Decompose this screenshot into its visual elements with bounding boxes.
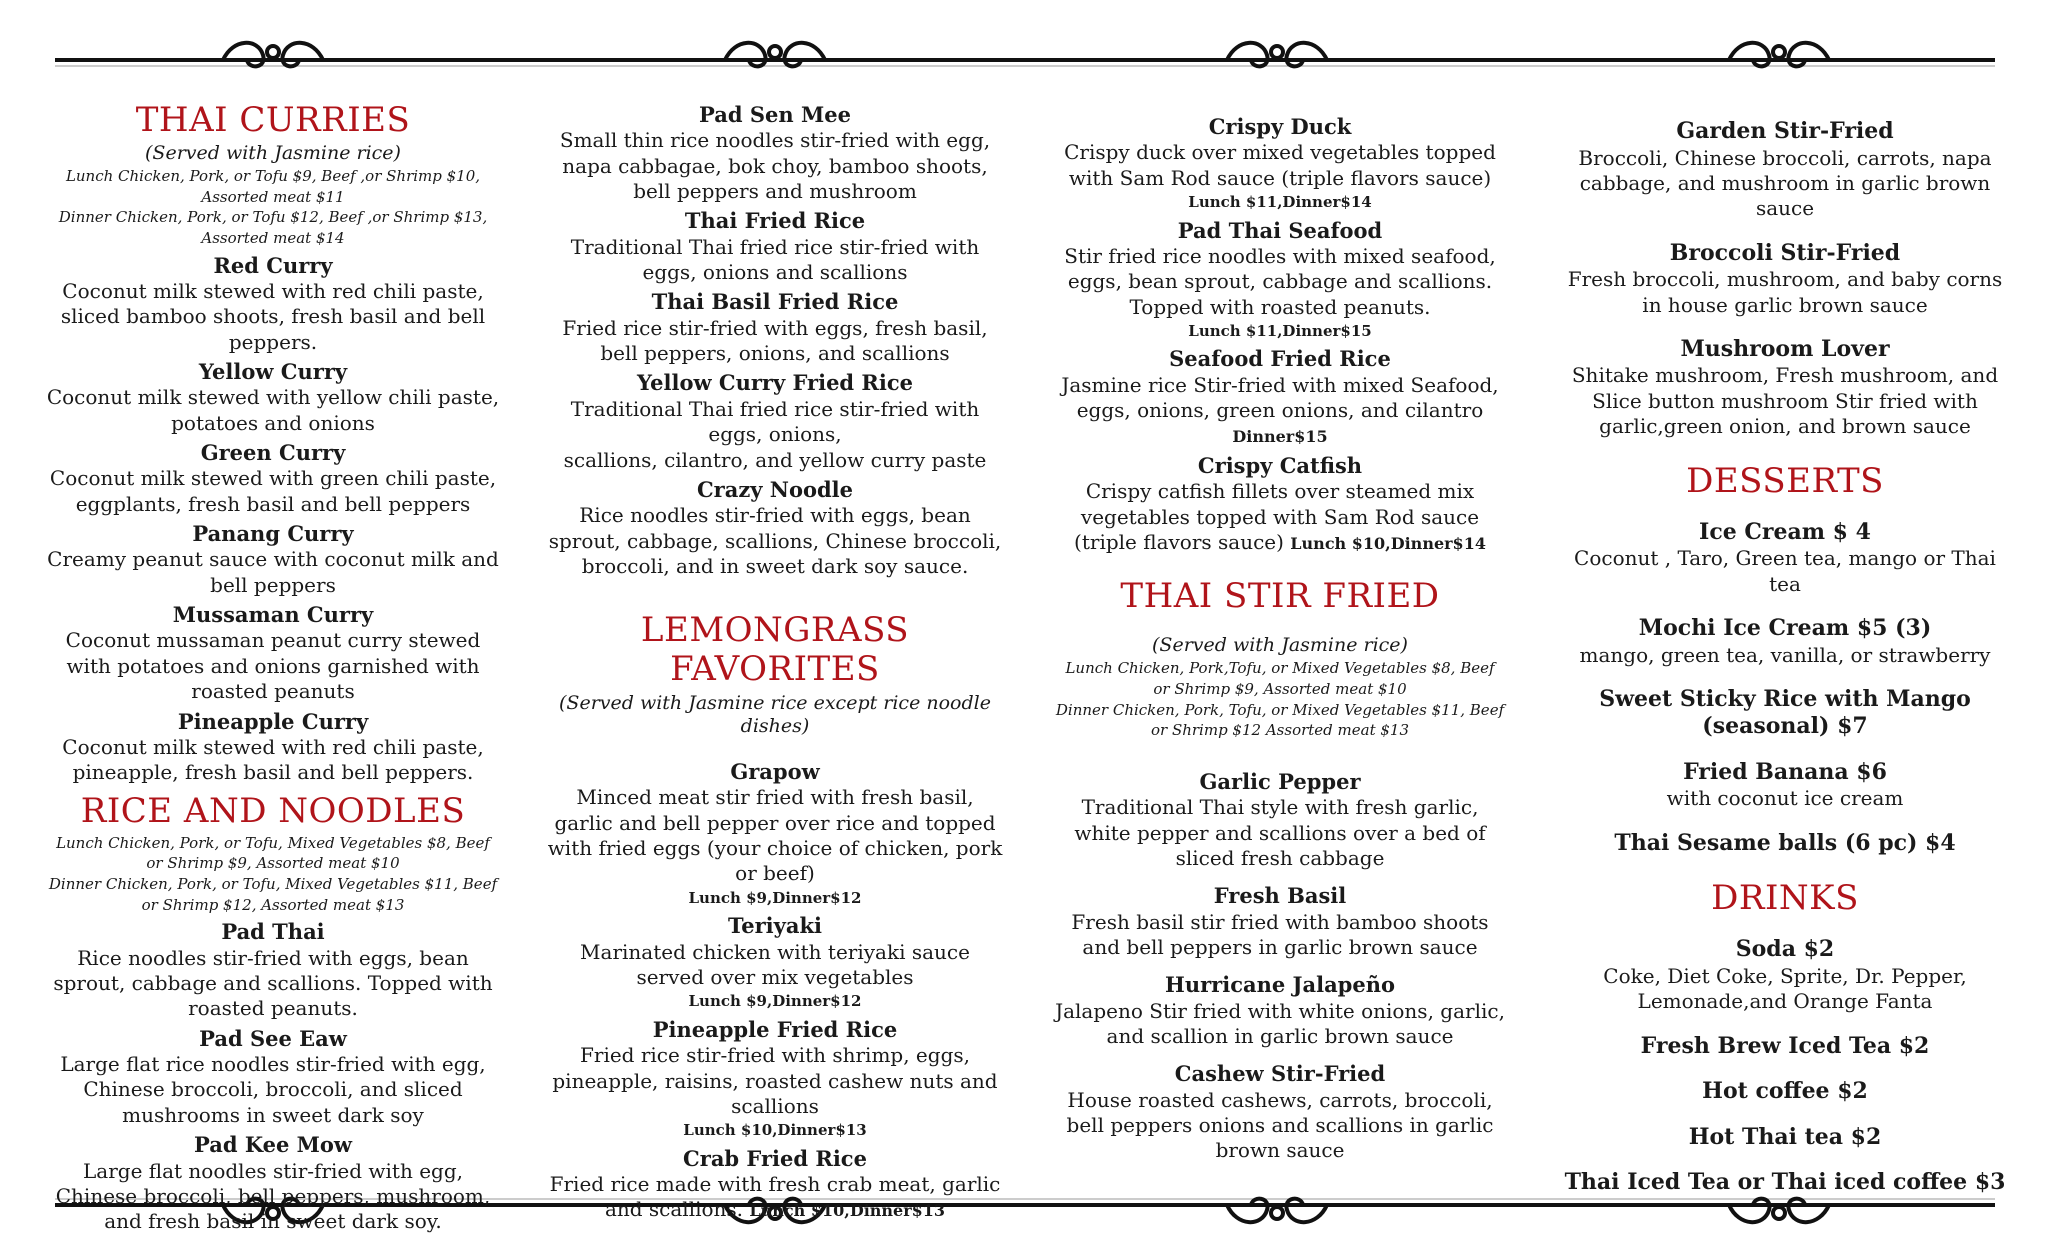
item-name: Hurricane Jalapeño <box>1165 972 1395 998</box>
item-description: Fresh broccoli, mushroom, and baby corns in house garlic brown sauce <box>1567 267 2003 317</box>
menu-item <box>1550 1078 2020 1106</box>
menu-item <box>1045 769 1515 871</box>
menu-item <box>540 208 1010 285</box>
menu-item <box>38 602 508 704</box>
item-name: Crispy Duck <box>1208 114 1352 139</box>
item-description: Coke, Diet Coke, Sprite, Dr. Pepper, Lemonade,and Orange Fanta <box>1603 963 1967 1014</box>
item-price: Lunch $10,Dinner$14 <box>1290 533 1486 553</box>
menu-item <box>1550 519 2020 597</box>
item-name: Teriyaki <box>728 913 822 939</box>
flourish-ornament <box>223 43 1829 67</box>
served-note: (Served with Jasmine rice) <box>1152 634 1408 657</box>
top-decorative-border <box>55 30 1995 90</box>
item-name: Crispy Catfish <box>1197 452 1363 478</box>
menu-item <box>540 370 1010 472</box>
item-price: Lunch $10,Dinner$13 <box>683 1121 867 1140</box>
item-description: Traditional Thai fried rice stir-fried with eggs, onions and scallions <box>570 234 980 285</box>
menu-item <box>38 440 508 517</box>
section-title-lemongrass-favorites: LEMONGRASS FAVORITES <box>640 610 910 690</box>
item-name: Mushroom Lover <box>1680 335 1890 362</box>
item-description: mango, green tea, vanilla, or strawberry <box>1579 642 1991 667</box>
item-description: Coconut milk stewed with red chili paste, sliced bamboo shoots, fresh basil and bell peppers. <box>60 278 486 354</box>
menu-item <box>540 102 1010 204</box>
menu-item <box>1550 1033 2020 1061</box>
item-name: Crab Fried Rice <box>683 1145 867 1171</box>
item-name: Fresh Brew Iced Tea $2 <box>1640 1032 1930 1059</box>
menu-item <box>540 759 1010 909</box>
item-description: Rice noodles stir-fried with eggs, bean sprout, cabbage and scallions. Topped with roasted peanuts. <box>53 945 493 1021</box>
item-name: Garlic Pepper <box>1199 768 1361 794</box>
item-description: Jasmine rice Stir-fried with mixed Seafood, eggs, onions, green onions, and cilantro Dinner$15 <box>1061 372 1499 447</box>
item-description: Shitake mushroom, Fresh mushroom, and Slice button mushroom Stir fried with garlic,green onion, and brown sauce <box>1571 363 1999 439</box>
item-price: Lunch $9,Dinner$12 <box>688 888 862 907</box>
item-name: Thai Fried Rice <box>684 208 866 234</box>
menu-column-2 <box>540 98 1010 1223</box>
item-price: Dinner$15 <box>1232 427 1328 447</box>
price-note: Lunch Chicken, Pork, or Tofu, Mixed Vegetables $8, Beef or Shrimp $9, Assorted meat $10 Dinner Chicken, Pork, or Tofu, Mixed Vegetables $11, Beef or Shrimp $12, Assorted meat $13 <box>48 833 498 914</box>
item-name: Yellow Curry Fried Rice <box>636 370 913 396</box>
item-name: Ice Cream $ 4 <box>1699 518 1871 545</box>
section-title-thai-stir-fried: THAI STIR FRIED <box>1120 576 1440 617</box>
item-description: Fried rice stir-fried with shrimp, eggs, pineapple, raisins, roasted cashew nuts and scallions <box>552 1043 998 1118</box>
menu-item <box>1550 240 2020 318</box>
item-name: Sweet Sticky Rice with Mango (seasonal) $7 <box>1599 685 1971 740</box>
menu-column-3 <box>1045 110 1515 1164</box>
menu-item <box>1045 114 1515 214</box>
item-description: Traditional Thai fried rice stir-fried with eggs, onions, <box>570 396 980 447</box>
item-name: Seafood Fried Rice <box>1169 346 1391 372</box>
item-name: Crazy Noodle <box>696 476 854 502</box>
item-name: Hot Thai tea $2 <box>1688 1123 1882 1150</box>
price-note: Lunch Chicken, Pork,Tofu, or Mixed Vegetables $8, Beef or Shrimp $9, Assorted meat $10 Dinner Chicken, Pork, Tofu, or Mixed Vegetables $11, Beef or Shrimp $12 Assorted meat $13 <box>1055 659 1505 740</box>
menu-item <box>1045 883 1515 960</box>
item-description: Minced meat stir fried with fresh basil, garlic and bell pepper over rice and topped with fried eggs (your choice of chicken, pork or beef) <box>547 785 1003 886</box>
menu-item <box>1550 336 2020 440</box>
item-description: Traditional Thai style with fresh garlic, white pepper and scallions over a bed of sliced fresh cabbage <box>1074 795 1486 870</box>
item-name: Red Curry <box>213 252 333 278</box>
menu-item <box>540 289 1010 366</box>
item-description: with coconut ice cream <box>1666 786 1904 811</box>
menu-item <box>1045 453 1515 555</box>
menu-item <box>1550 830 2020 858</box>
item-description: Broccoli, Chinese broccoli, carrots, napa cabbage, and mushroom in garlic brown sauce <box>1578 145 1992 221</box>
menu-item <box>38 1026 508 1128</box>
item-description: House roasted cashews, carrots, broccoli, bell peppers onions and scallions in garlic brown sauce <box>1066 1087 1494 1163</box>
item-description: Large flat rice noodles stir-fried with egg, Chinese broccoli, broccoli, and sliced mushrooms in sweet dark soy <box>60 1052 486 1127</box>
price-note: Lunch Chicken, Pork, or Tofu $9, Beef ,or Shrimp $10, Assorted meat $11 Dinner Chicken, Pork, or Tofu $12, Beef ,or Shrimp $13, Assorted meat $14 <box>58 166 488 247</box>
item-name: Pad Thai <box>221 919 325 945</box>
menu-item <box>38 709 508 786</box>
menu-item <box>38 919 508 1021</box>
menu-item <box>1550 759 2020 812</box>
item-name: Thai Basil Fried Rice <box>651 289 899 315</box>
item-name: Fried Banana $6 <box>1683 758 1887 785</box>
item-description: Coconut mussaman peanut curry stewed with potatoes and onions garnished with roasted peanuts <box>65 628 481 704</box>
item-name: Soda $2 <box>1735 936 1835 963</box>
item-name: Pineapple Fried Rice <box>652 1016 898 1042</box>
item-name: Pad Sen Mee <box>699 102 851 127</box>
menu-column-1 <box>38 95 508 1235</box>
item-description: Crispy duck over mixed vegetables topped with Sam Rod sauce (triple flavors sauce) <box>1064 140 1496 190</box>
section-title-thai-curries: THAI CURRIES <box>135 100 411 140</box>
item-price: Lunch $9,Dinner$12 <box>688 992 862 1011</box>
item-description: Rice noodles stir-fried with eggs, bean sprout, cabbage, scallions, Chinese broccoli, broccoli, and in sweet dark soy sauce. <box>548 503 1002 578</box>
item-description: Coconut , Taro, Green tea, mango or Thai tea <box>1574 546 1996 596</box>
item-price: Lunch $11,Dinner$14 <box>1188 193 1372 212</box>
item-name: Hot coffee $2 <box>1702 1078 1868 1105</box>
menu-item <box>540 913 1010 1013</box>
item-description: Creamy peanut sauce with coconut milk and bell peppers <box>47 547 499 597</box>
item-name: Pad Thai Seafood <box>1177 217 1383 243</box>
item-name: Mussaman Curry <box>172 602 374 628</box>
menu-item <box>1550 936 2020 1014</box>
item-name: Pad Kee Mow <box>194 1132 352 1158</box>
item-name: Yellow Curry <box>198 359 348 385</box>
menu-item <box>38 253 508 355</box>
menu-item <box>1045 218 1515 343</box>
item-name: Panang Curry <box>192 521 354 547</box>
menu-item <box>38 521 508 598</box>
item-description: Stir fried rice noodles with mixed seafood, eggs, bean sprout, cabbage and scallions. Topped with roasted peanuts. <box>1064 243 1496 319</box>
item-description: Fried rice made with fresh crab meat, garlic and scallions. Lunch $10,Dinner$13 <box>549 1172 1001 1222</box>
menu-item <box>1550 1124 2020 1152</box>
item-description: Small thin rice noodles stir-fried with egg, napa cabbagae, bok choy, bamboo shoots, bell peppers and mushroom <box>559 128 991 204</box>
item-name: Garden Stir-Fried <box>1676 118 1894 144</box>
menu-item <box>540 1146 1010 1223</box>
item-description: Fresh basil stir fried with bamboo shoots and bell peppers in garlic brown sauce <box>1071 909 1489 959</box>
menu-column-4 <box>1550 118 2020 1197</box>
menu-item <box>1550 118 2020 222</box>
item-name: Thai Iced Tea or Thai iced coffee $3 <box>1564 1169 2006 1196</box>
menu-item <box>1550 615 2020 668</box>
item-description: Crispy catfish fillets over steamed mix vegetables topped with Sam Rod sauce (triple flavors sauce) Lunch $10,Dinner$14 <box>1074 479 1486 554</box>
section-title-desserts: DESSERTS <box>1686 460 1884 501</box>
served-note: (Served with Jasmine rice) <box>145 142 401 165</box>
menu-item <box>540 477 1010 579</box>
item-description: Jalapeno Stir fried with white onions, garlic, and scallion in garlic brown sauce <box>1055 998 1505 1048</box>
item-name: Thai Sesame balls (6 pc) $4 <box>1614 829 1956 856</box>
menu-item <box>540 1017 1010 1142</box>
item-name: Green Curry <box>200 440 346 466</box>
menu-item <box>1550 1169 2020 1197</box>
menu-item <box>1550 686 2020 741</box>
item-name: Cashew Stir-Fried <box>1174 1061 1386 1087</box>
item-price: Lunch $10,Dinner$13 <box>749 1201 946 1221</box>
item-name: Broccoli Stir-Fried <box>1669 239 1901 266</box>
menu-item <box>38 359 508 436</box>
item-description: Coconut milk stewed with red chili paste, pineapple, fresh basil and bell peppers. <box>62 734 484 785</box>
menu-item <box>1045 972 1515 1049</box>
item-description: Coconut milk stewed with yellow chili paste, potatoes and onions <box>46 385 500 435</box>
item-name: Pad See Eaw <box>199 1025 347 1051</box>
menu-item <box>1045 346 1515 448</box>
section-title-rice-noodles: RICE AND NOODLES <box>80 790 466 831</box>
section-title-drinks: DRINKS <box>1711 878 1859 919</box>
item-name: Pineapple Curry <box>177 708 369 734</box>
item-price: Lunch $11,Dinner$15 <box>1188 321 1372 340</box>
item-description: Large flat noodles stir-fried with egg, Chinese broccoli, bell peppers, mushroom, and fresh basil in sweet dark soy. <box>55 1158 491 1234</box>
item-description: Marinated chicken with teriyaki sauce served over mix vegetables <box>580 939 970 989</box>
menu-item <box>38 1132 508 1234</box>
item-description-line-2: scallions, cilantro, and yellow curry paste <box>563 447 987 472</box>
served-note: (Served with Jasmine rice except rice noodle dishes) <box>559 691 991 738</box>
item-description: Fried rice stir-fried with eggs, fresh basil, bell peppers, onions, and scallions <box>562 315 988 366</box>
item-name: Grapow <box>730 759 820 785</box>
menu-item <box>1045 1061 1515 1163</box>
item-name: Fresh Basil <box>1213 883 1347 909</box>
item-name: Mochi Ice Cream $5 (3) <box>1638 615 1932 641</box>
item-description: Coconut milk stewed with green chili paste, eggplants, fresh basil and bell peppers <box>49 466 497 516</box>
